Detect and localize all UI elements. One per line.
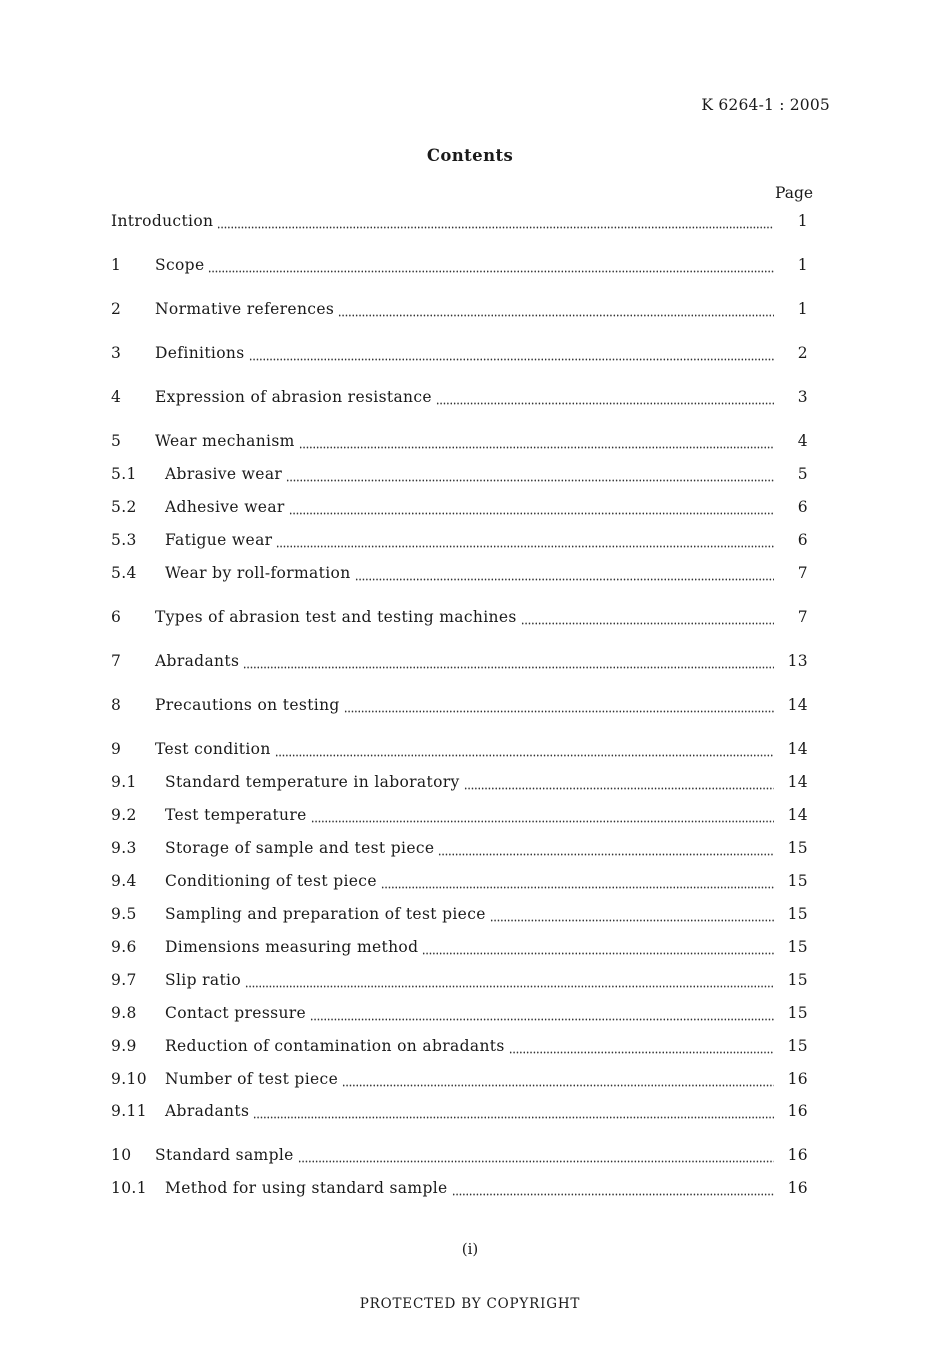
page-column-header: Page — [775, 184, 814, 202]
toc-entry-number: 9.4 — [111, 872, 137, 890]
toc-entry-title: Abradants — [155, 652, 240, 670]
toc-entry-page: 7 — [797, 608, 808, 626]
dot-leader — [452, 1192, 774, 1196]
toc-entry-title: Contact pressure — [165, 1004, 307, 1022]
dot-leader — [298, 1159, 774, 1163]
dot-leader — [249, 357, 774, 361]
toc-entry[interactable] — [111, 839, 808, 861]
toc-entry-number: 5.4 — [111, 564, 137, 582]
toc-entry[interactable] — [111, 531, 808, 553]
dot-leader — [208, 269, 774, 273]
toc-entry-page: 15 — [787, 905, 808, 923]
toc-entry-title: Test condition — [155, 740, 271, 758]
toc-entry-number: 2 — [111, 300, 122, 318]
toc-entry-title: Standard sample — [155, 1146, 294, 1164]
dot-leader — [299, 445, 774, 449]
toc-entry-page: 14 — [787, 696, 808, 714]
toc-entry[interactable] — [111, 256, 808, 278]
toc-entry[interactable] — [111, 773, 808, 795]
toc-entry-title: Precautions on testing — [155, 696, 340, 714]
toc-entry[interactable] — [111, 300, 808, 322]
page-number: (i) — [461, 1240, 479, 1258]
dot-leader — [311, 819, 774, 823]
toc-entry-page: 7 — [797, 564, 808, 582]
dot-leader — [289, 511, 774, 515]
toc-entry[interactable] — [111, 608, 808, 630]
toc-entry-title: Wear mechanism — [155, 432, 295, 450]
toc-entry-title: Adhesive wear — [165, 498, 285, 516]
page-title: Contents — [426, 146, 514, 165]
toc-entry-page: 2 — [797, 344, 808, 362]
toc-entry-number: 9.7 — [111, 971, 137, 989]
toc-entry[interactable] — [111, 905, 808, 927]
toc-entry-page: 1 — [797, 212, 808, 230]
dot-leader — [275, 753, 774, 757]
toc-entry[interactable] — [111, 1037, 808, 1059]
dot-leader — [310, 1017, 774, 1021]
toc-entry-page: 3 — [797, 388, 808, 406]
dot-leader — [342, 1083, 774, 1087]
toc-entry-page: 15 — [787, 971, 808, 989]
toc-entry[interactable] — [111, 806, 808, 828]
toc-entry-number: 10.1 — [111, 1179, 147, 1197]
toc-entry-title: Normative references — [155, 300, 335, 318]
dot-leader — [381, 885, 774, 889]
dot-leader — [344, 709, 774, 713]
toc-entry-number: 9.2 — [111, 806, 137, 824]
toc-entry-page: 16 — [787, 1070, 808, 1088]
toc-entry-title: Test temperature — [165, 806, 307, 824]
toc-entry-number: 9.8 — [111, 1004, 137, 1022]
dot-leader — [464, 786, 774, 790]
toc-entry[interactable] — [111, 872, 808, 894]
toc-entry[interactable] — [111, 1070, 808, 1092]
toc-entry[interactable] — [111, 465, 808, 487]
toc-entry-page: 14 — [787, 740, 808, 758]
toc-entry-page: 14 — [787, 806, 808, 824]
toc-entry-page: 6 — [797, 498, 808, 516]
toc-entry-title: Standard temperature in laboratory — [165, 773, 460, 791]
toc-entry-title: Storage of sample and test piece — [165, 839, 435, 857]
toc-entry-page: 1 — [797, 256, 808, 274]
toc-entry-number: 6 — [111, 608, 122, 626]
toc-entry-number: 9.9 — [111, 1037, 137, 1055]
dot-leader — [490, 918, 774, 922]
toc-entry[interactable] — [111, 212, 808, 234]
toc-entry[interactable] — [111, 432, 808, 454]
toc-entry-page: 15 — [787, 1004, 808, 1022]
toc-entry[interactable] — [111, 388, 808, 410]
toc-entry-number: 1 — [111, 256, 122, 274]
toc-entry[interactable] — [111, 1146, 808, 1168]
toc-entry-number: 9.5 — [111, 905, 137, 923]
toc-entry-title: Scope — [155, 256, 205, 274]
toc-entry-title: Number of test piece — [165, 1070, 339, 1088]
toc-entry-title: Dimensions measuring method — [165, 938, 419, 956]
copyright-notice: PROTECTED BY COPYRIGHT — [359, 1296, 581, 1312]
toc-entry-title: Wear by roll-formation — [165, 564, 351, 582]
toc-entry[interactable] — [111, 971, 808, 993]
toc-entry-page: 16 — [787, 1146, 808, 1164]
toc-entry[interactable] — [111, 1102, 808, 1124]
toc-entry-title: Conditioning of test piece — [165, 872, 377, 890]
toc-entry-page: 1 — [797, 300, 808, 318]
toc-entry[interactable] — [111, 696, 808, 718]
toc-entry-title: Method for using standard sample — [165, 1179, 448, 1197]
toc-entry[interactable] — [111, 564, 808, 586]
dot-leader — [253, 1115, 774, 1119]
toc-entry-number: 8 — [111, 696, 122, 714]
document-id: K 6264-1 : 2005 — [701, 96, 830, 114]
toc-entry-page: 15 — [787, 872, 808, 890]
toc-entry[interactable] — [111, 740, 808, 762]
toc-entry-title: Abradants — [165, 1102, 250, 1120]
dot-leader — [438, 852, 774, 856]
dot-leader — [286, 478, 774, 482]
toc-entry-page: 6 — [797, 531, 808, 549]
toc-entry[interactable] — [111, 938, 808, 960]
toc-entry[interactable] — [111, 498, 808, 520]
toc-entry-number: 9.11 — [111, 1102, 147, 1120]
toc-entry-title: Introduction — [111, 212, 214, 230]
toc-entry[interactable] — [111, 652, 808, 674]
dot-leader — [355, 577, 774, 581]
toc-entry-number: 9.10 — [111, 1070, 147, 1088]
toc-entry-number: 4 — [111, 388, 122, 406]
toc-entry-title: Types of abrasion test and testing machines — [155, 608, 517, 626]
toc-entry-title: Fatigue wear — [165, 531, 273, 549]
toc-entry[interactable] — [111, 1179, 808, 1201]
toc-entry-page: 5 — [797, 465, 808, 483]
toc-entry-title: Definitions — [155, 344, 245, 362]
toc-entry-page: 13 — [787, 652, 808, 670]
toc-entry-title: Sampling and preparation of test piece — [165, 905, 486, 923]
toc-entry-page: 4 — [797, 432, 808, 450]
toc-entry-title: Slip ratio — [165, 971, 242, 989]
toc-entry-number: 9 — [111, 740, 122, 758]
dot-leader — [422, 951, 774, 955]
toc-entry-title: Abrasive wear — [165, 465, 283, 483]
toc-entry-title: Reduction of contamination on abradants — [165, 1037, 505, 1055]
toc-entry-page: 16 — [787, 1102, 808, 1120]
toc-entry-page: 15 — [787, 938, 808, 956]
dot-leader — [243, 665, 774, 669]
toc-entry-number: 9.3 — [111, 839, 137, 857]
dot-leader — [338, 313, 774, 317]
toc-entry-page: 16 — [787, 1179, 808, 1197]
dot-leader — [217, 225, 774, 229]
toc-entry-number: 9.1 — [111, 773, 137, 791]
toc-entry[interactable] — [111, 1004, 808, 1026]
toc-entry-number: 5.2 — [111, 498, 137, 516]
toc-entry-number: 3 — [111, 344, 122, 362]
dot-leader — [276, 544, 774, 548]
toc-entry-title: Expression of abrasion resistance — [155, 388, 432, 406]
toc-entry-page: 15 — [787, 1037, 808, 1055]
dot-leader — [245, 984, 774, 988]
toc-entry-page: 15 — [787, 839, 808, 857]
toc-entry[interactable] — [111, 344, 808, 366]
dot-leader — [521, 621, 774, 625]
toc-entry-page: 14 — [787, 773, 808, 791]
dot-leader — [436, 401, 774, 405]
toc-entry-number: 5.3 — [111, 531, 137, 549]
toc-entry-number: 10 — [111, 1146, 132, 1164]
toc-entry-number: 5.1 — [111, 465, 137, 483]
dot-leader — [509, 1050, 774, 1054]
toc-entry-number: 9.6 — [111, 938, 137, 956]
toc-entry-number: 7 — [111, 652, 122, 670]
toc-entry-number: 5 — [111, 432, 122, 450]
